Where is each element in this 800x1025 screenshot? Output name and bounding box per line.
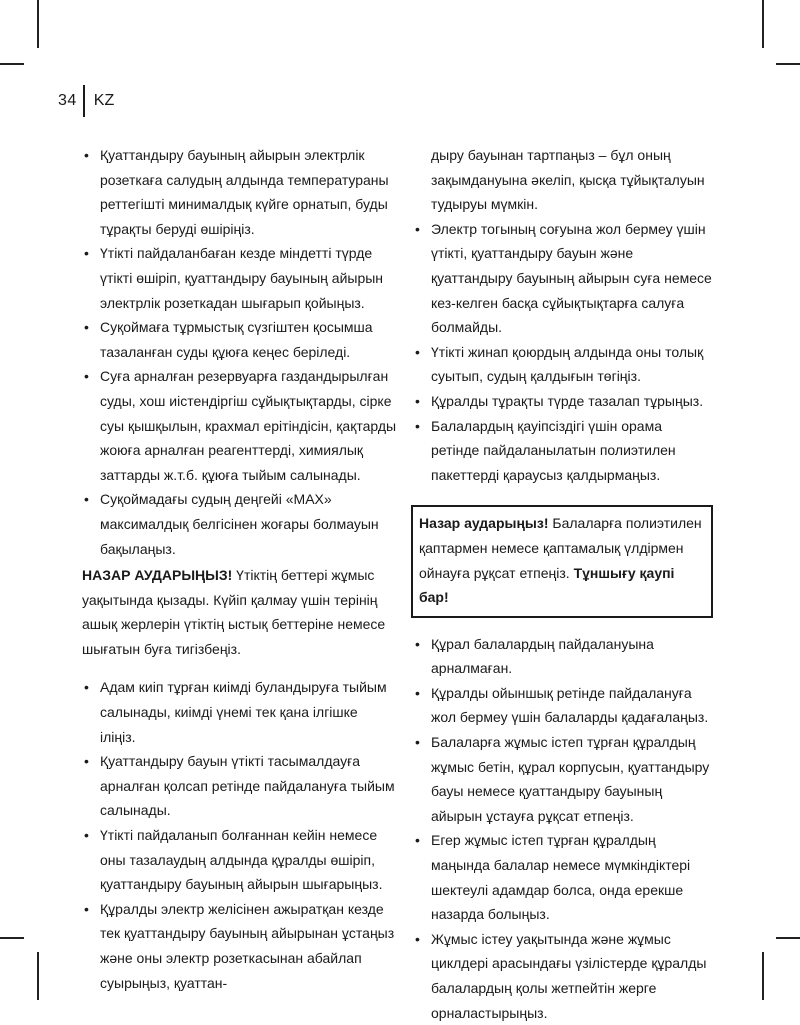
- list-item: • Суқоймаға тұрмыстық сүзгіштен қосымша тазаланған суды құюға кеңес беріледі.: [82, 315, 397, 364]
- list-item: • Егер жұмыс істеп тұрған құралдың маңында балалар немесе мүмкіндіктері шектеулі адамдар болса, онда ерекше назарда болыңыз.: [413, 828, 713, 926]
- header-divider: [83, 85, 85, 117]
- page-header: [58, 86, 114, 116]
- list-item: • Суға арналған резервуарға газдандырылған суды, хош иістендіргіш сұйықтықтарды, сірке суы қышқылын, крахмал ерітіндісін, қақтарды жоюға арналған реагенттерді, химиялық заттарды ж.т.б. құюға тыйым салынады.: [82, 364, 397, 487]
- list-item: • Құрал балалардың пайдалануына арналмаған.: [413, 632, 713, 681]
- safety-list: [413, 217, 713, 488]
- safety-list: [413, 632, 713, 1025]
- suffocation-warning: Тұншығу қаупі бар!: [419, 564, 675, 606]
- crop-mark: [0, 937, 24, 939]
- list-item: • Балалардың қауіпсіздігі үшін орама ретінде пайдаланылатын полиэтилен пакеттерді қараусыз қалдырмаңыз.: [413, 414, 713, 488]
- warning-text: Үтіктің беттері жұмыс уақытында қызады. Күйіп қалмау үшін терінің ашық жерлерін үтіктің ыстық беттеріне немесе шығатын буға тигізбеңіз.: [82, 567, 386, 657]
- warning-box-text: Балаларға полиэтилен қаптармен немесе қаптамалық үлдірмен ойнауға рұқсат етпеңіз.: [419, 515, 702, 581]
- safety-list: [82, 143, 397, 561]
- crop-mark: [0, 63, 24, 65]
- list-item: • Құралды ойыншық ретінде пайдалануға жол бермеу үшін балаларды қадағалаңыз.: [413, 681, 713, 730]
- list-item: • Суқоймадағы судың деңгейі «MAX» максималдық белгісінен жоғары болмауын бақылаңыз.: [82, 487, 397, 561]
- left-column: [82, 143, 397, 995]
- list-item: • Үтікті жинап қоюрдың алдында оны толық суытып, судың қалдығын төгіңіз.: [413, 340, 713, 389]
- crop-mark: [762, 0, 764, 48]
- list-item: • Жұмыс істеу уақытында және жұмыс циклдері арасындағы үзілістерде құралды балалардың қолы жетпейтін жерге орналастырыңыз.: [413, 927, 713, 1025]
- crop-mark: [762, 952, 764, 1000]
- language-code: KZ: [93, 92, 115, 109]
- list-item: • Құралды тұрақты түрде тазалап тұрыңыз.: [413, 389, 713, 414]
- warning-label: НАЗАР АУДАРЫҢЫЗ!: [82, 567, 233, 584]
- list-item: • Адам киіп тұрған киімді буландыруға тыйым салынады, киімді үнемі тек қана ілгішке іліңіз.: [82, 675, 397, 749]
- warning-box: [411, 505, 713, 617]
- safety-list: [82, 675, 397, 995]
- warning-paragraph: [82, 563, 397, 661]
- list-item: • Құралды электр желісінен ажыратқан кезде тек қуаттандыру бауының айырынан ұстаңыз және оны электр розеткасынан абайлап суырыңыз, қуаттан-: [82, 897, 397, 995]
- page-number: 34: [58, 92, 77, 109]
- list-item: • Қуаттандыру бауының айырын электрлік розеткаға салудың алдында температураны реттегішті минималдық күйге орнатып, буды тұрақты беруді өшіріңіз.: [82, 143, 397, 241]
- list-item: • Балаларға жұмыс істеп тұрған құралдың жұмыс бетін, құрал корпусын, қуаттандыру бауы немесе қуаттандыру бауының айырын ұстауға рұқсат етпеңіз.: [413, 730, 713, 828]
- right-column: [413, 143, 713, 1025]
- list-item: • Қуаттандыру бауын үтікті тасымалдауға арналған қолсап ретінде пайдалануға тыйым салынады.: [82, 749, 397, 823]
- crop-mark: [37, 952, 39, 1000]
- crop-mark: [37, 0, 39, 48]
- list-item: • Электр тогының соғуына жол бермеу үшін үтікті, қуаттандыру бауын және қуаттандыру бауының айырын суға немесе кез-келген басқа сұйықтықтарға салуға болмайды.: [413, 217, 713, 340]
- list-item: • Үтікті пайдаланып болғаннан кейін немесе оны тазалаудың алдында құралды өшіріп, қуаттандыру бауының айырын шығарыңыз.: [82, 823, 397, 897]
- list-item: • Үтікті пайдаланбаған кезде міндетті түрде үтікті өшіріп, қуаттандыру бауының айырын электрлік розеткадан шығарып қойыңыз.: [82, 241, 397, 315]
- continued-text: дыру бауынан тартпаңыз – бұл оның зақымдануына әкеліп, қысқа тұйықталуын тудыруы мүмкін.: [431, 147, 705, 213]
- crop-mark: [776, 63, 800, 65]
- warning-box-label: Назар аударыңыз!: [419, 515, 549, 532]
- crop-mark: [776, 937, 800, 939]
